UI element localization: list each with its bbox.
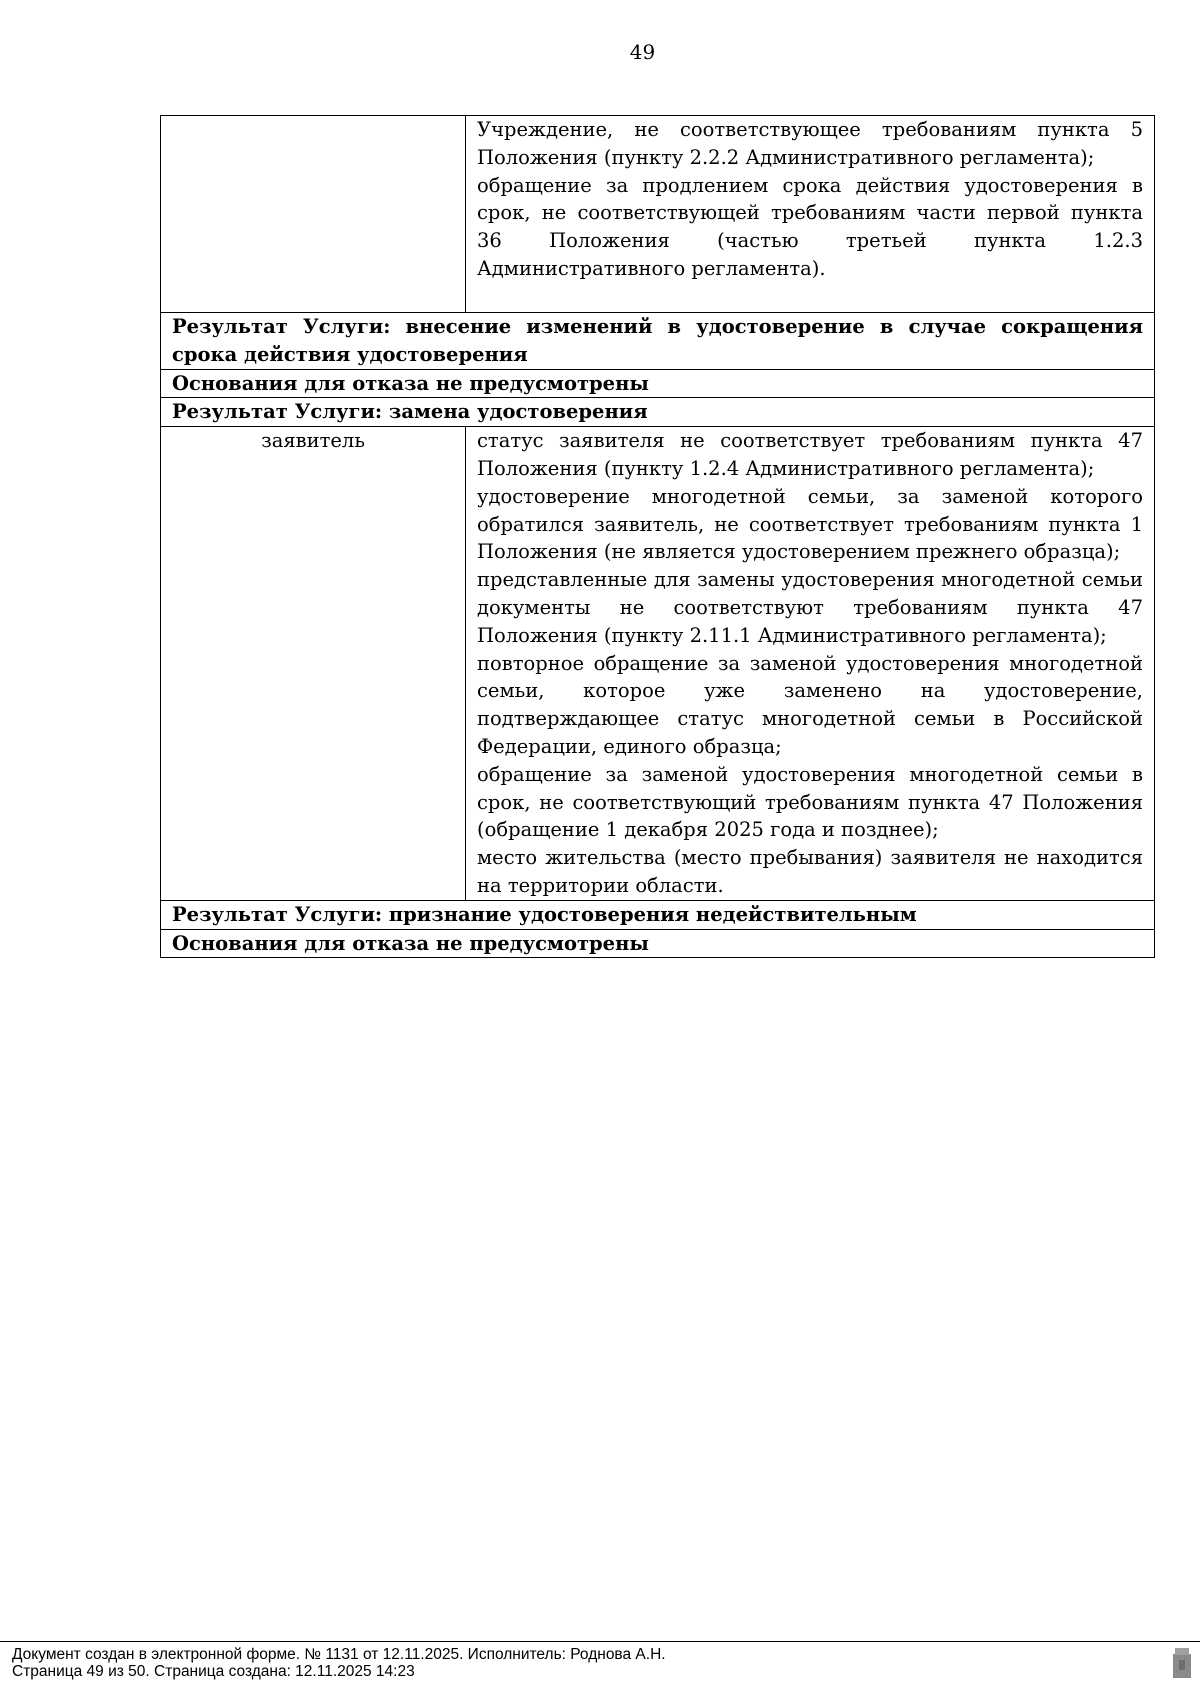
- ground-item: Учреждение, не соответствующее требованиям пункта 5 Положения (пункту 2.2.2 Административного регламента);: [477, 118, 1143, 169]
- table-row: [161, 369, 1155, 398]
- grounds-cell: [466, 116, 1155, 313]
- ground-item: представленные для замены удостоверения многодетной семьи документы не соответствуют требованиям пункта 47 Положения (пункту 2.11.1 Административного регламента);: [477, 568, 1143, 647]
- footer-document-info: Документ создан в электронной форме. № 1131 от 12.11.2025. Исполнитель: Роднова А.Н.: [12, 1646, 666, 1663]
- ground-item: повторное обращение за заменой удостоверения многодетной семьи, которое уже заменено на удостоверение, подтверждающее статус многодетной семьи в Российской Федерации, единого образца;: [477, 651, 1143, 758]
- table-row: [161, 929, 1155, 958]
- coat-of-arms-icon: [1171, 1646, 1193, 1680]
- ground-item: удостоверение многодетной семьи, за заменой которого обратился заявитель, не соответствует требованиям пункта 1 Положения (не является удостоверением прежнего образца);: [477, 484, 1143, 564]
- refusal-grounds-table: [160, 115, 1155, 958]
- table-row: [161, 398, 1155, 427]
- table-row: [161, 427, 1155, 901]
- service-result-heading: Результат Услуги: признание удостоверения недействительным: [161, 900, 1155, 929]
- ground-item: обращение за заменой удостоверения многодетной семьи в срок, не соответствующий требованиям пункта 47 Положения (обращение 1 декабря 2025 года и позднее);: [477, 762, 1143, 842]
- applicant-cell: заявитель: [161, 427, 466, 901]
- table-row: [161, 116, 1155, 313]
- page-number: 49: [629, 40, 656, 64]
- service-result-heading: Результат Услуги: замена удостоверения: [161, 398, 1155, 427]
- ground-item: статус заявителя не соответствует требованиям пункта 47 Положения (пункту 1.2.4 Административного регламента);: [477, 429, 1143, 480]
- footer-divider: [0, 1641, 1200, 1642]
- grounds-cell: [466, 427, 1155, 901]
- no-grounds-heading: Основания для отказа не предусмотрены: [161, 369, 1155, 398]
- document-footer: [12, 1646, 666, 1680]
- table-row: [161, 313, 1155, 370]
- no-grounds-heading: Основания для отказа не предусмотрены: [161, 929, 1155, 958]
- applicant-cell-empty: [161, 116, 466, 313]
- table-row: [161, 900, 1155, 929]
- ground-item: обращение за продлением срока действия удостоверения в срок, не соответствующей требованиям части первой пункта 36 Положения (частью третьей пункта 1.2.3 Административного регламента).: [477, 173, 1143, 280]
- ground-item: место жительства (место пребывания) заявителя не находится на территории области.: [477, 846, 1143, 897]
- service-result-heading: Результат Услуги: внесение изменений в удостоверение в случае сокращения срока действия удостоверения: [161, 313, 1155, 370]
- footer-page-info: Страница 49 из 50. Страница создана: 12.11.2025 14:23: [12, 1663, 415, 1680]
